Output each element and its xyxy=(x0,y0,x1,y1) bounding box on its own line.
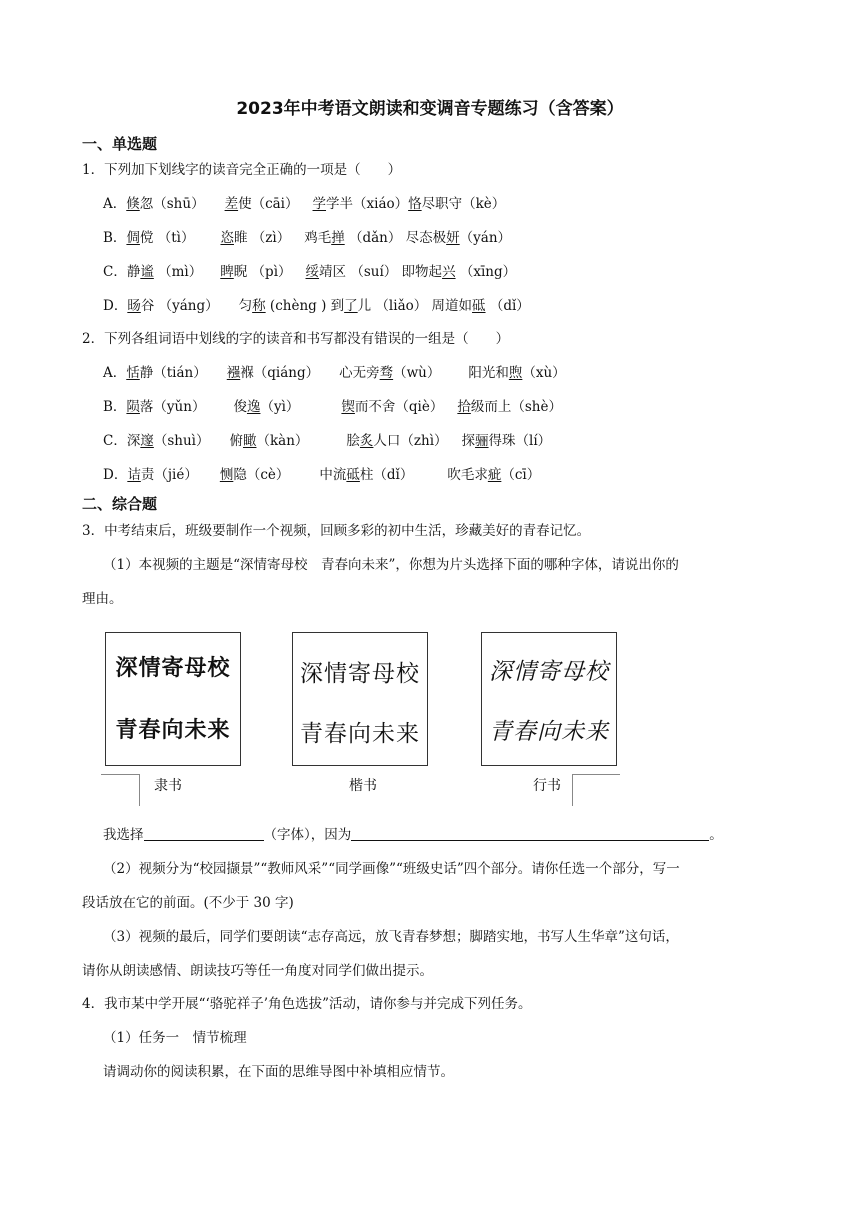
question-4-part-1: （1）任务一 情节梳理 xyxy=(103,1030,247,1046)
font-sample-kaishu: 深情寄母校 青春向未来 xyxy=(292,632,428,766)
question-2-option-b: B．陨落（yǔn） 俊逸（yì） 锲而不舍（qiè） 拾级而上（shè） xyxy=(103,399,562,415)
caption-lishu: 隶书 xyxy=(154,778,182,794)
section-heading-single-choice: 一、单选题 xyxy=(82,135,158,153)
font-sample-xingshu: 深情寄母校 青春向未来 xyxy=(481,632,617,766)
caption-xingshu: 行书 xyxy=(533,778,561,794)
question-3-part-1-line-2: 理由。 xyxy=(82,591,123,607)
question-2-option-d: D．诘责（jié） 恻隐（cè） 中流砥柱（dǐ） 吹毛求疵（cī） xyxy=(103,467,541,483)
answer-blank-reason[interactable] xyxy=(351,826,709,841)
question-2-option-c: C．深邃（shuì） 俯瞰（kàn） 脍炙人口（zhì） 探骊得珠（lí） xyxy=(103,433,552,449)
question-3-part-2-line-2: 段话放在它的前面。(不少于 30 字) xyxy=(82,895,294,911)
question-2-option-a: A．恬静（tián） 襁褓（qiáng） 心无旁骛（wù） 阳光和煦（xù） xyxy=(103,365,566,381)
question-3-part-1-line-1: （1）本视频的主题是“深情寄母校 青春向未来”，你想为片头选择下面的哪种字体，请说出你的 xyxy=(103,557,679,573)
question-4-instruction: 请调动你的阅读积累，在下面的思维导图中补填相应情节。 xyxy=(103,1064,454,1080)
question-3-part-3-line-2: 请你从朗读感情、朗读技巧等任一角度对同学们做出提示。 xyxy=(82,963,433,979)
section-heading-comprehensive: 二、综合题 xyxy=(82,495,158,513)
answer-blank-font[interactable] xyxy=(144,826,264,841)
question-3-part-3-line-1: （3）视频的最后，同学们要朗读“志存高远，放飞青春梦想；脚踏实地，书写人生华章”这句话， xyxy=(103,929,679,945)
question-1-option-d: D．旸谷 （yáng） 匀称 (chèng ) 到了儿 （liǎo） 周道如砥 （dǐ） xyxy=(103,298,530,314)
question-2-stem: 2．下列各组词语中划线的字的读音和书写都没有错误的一组是（ ） xyxy=(82,331,510,347)
question-3-part-2-line-1: （2）视频分为“校园撷景”“教师风采”“同学画像”“班级史话”四个部分。请你任选一个部分，写一 xyxy=(103,861,680,877)
caption-kaishu: 楷书 xyxy=(349,778,377,794)
question-1-option-b: B．倜傥 （tì） 恣睢 （zì） 鸡毛掸 （dǎn） 尽态极妍（yán） xyxy=(103,230,512,246)
question-1-stem: 1．下列加下划线字的读音完全正确的一项是（ ） xyxy=(82,162,402,178)
question-1-option-c: C．静谧 （mì） 睥睨 （pì） 绥靖区 （suí） 即物起兴 （xīng） xyxy=(103,264,517,280)
font-sample-lishu: 深情寄母校 青春向未来 xyxy=(105,632,241,766)
question-3-stem: 3．中考结束后，班级要制作一个视频，回顾多彩的初中生活，珍藏美好的青春记忆。 xyxy=(82,523,591,539)
document-title: 2023年中考语文朗读和变调音专题练习（含答案） xyxy=(236,99,624,119)
question-3-answer-line: 我选择 （字体），因为 。 xyxy=(103,827,723,843)
question-4-stem: 4．我市某中学开展“‘骆驼祥子’角色选拔”活动，请你参与并完成下列任务。 xyxy=(82,996,532,1012)
question-1-option-a: A．倏忽（shū） 差使（cāi） 学学半（xiáo）恪尽职守（kè） xyxy=(103,196,506,212)
